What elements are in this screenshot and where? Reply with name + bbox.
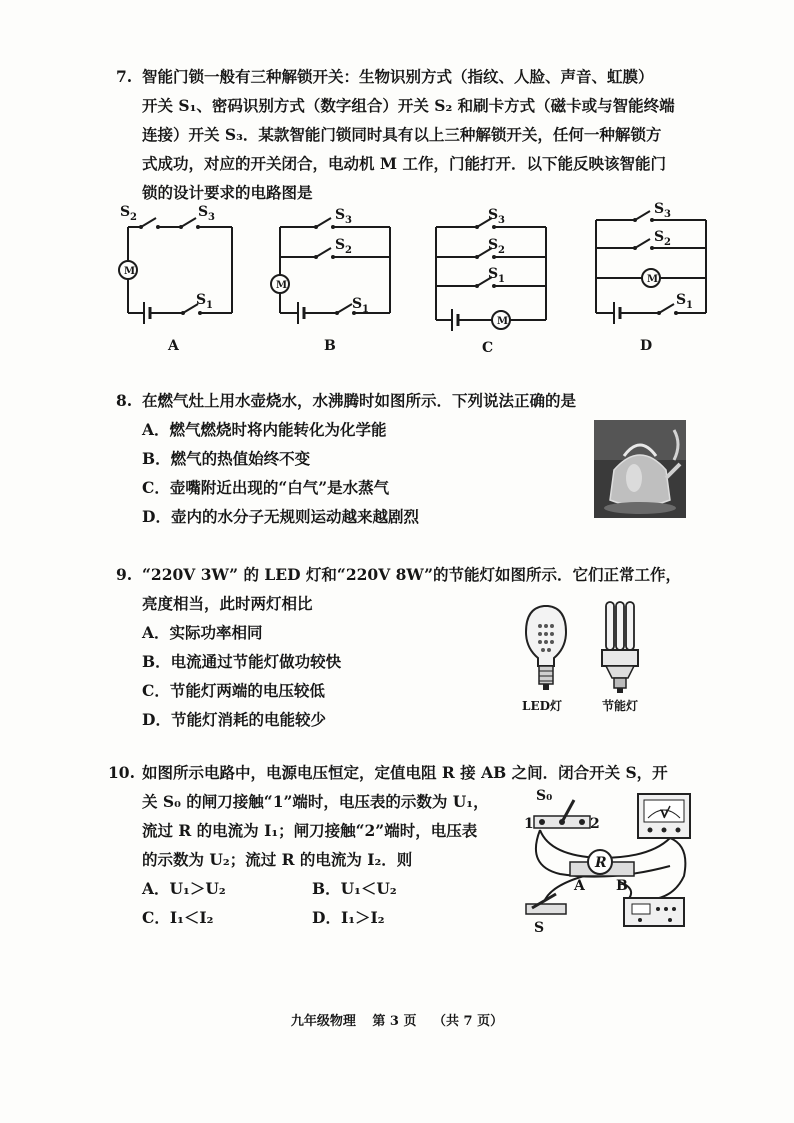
question-number: 8. (116, 391, 133, 410)
q10-option-a: A．U₁＞U₂ (142, 879, 226, 898)
svg-text:S: S (352, 296, 363, 312)
q8-option-d: D．壶内的水分子无规则运动越来越剧烈 (142, 507, 419, 526)
option-label-b: B (324, 338, 336, 354)
q7-line-4: 式成功，对应的开关闭合，电动机 M 工作，门能打开．以下能反映该智能门 (142, 154, 666, 173)
svg-text:3: 3 (664, 209, 671, 220)
switch-label: S (120, 204, 131, 220)
q10-option-b: B．U₁＜U₂ (312, 879, 397, 898)
svg-text:1: 1 (206, 300, 213, 311)
q7-line-5: 锁的设计要求的电路图是 (142, 183, 313, 202)
svg-text:1: 1 (686, 300, 693, 311)
svg-text:M: M (497, 316, 509, 327)
q9-option-b: B．电流通过节能灯做功较快 (142, 652, 342, 671)
svg-text:S: S (196, 292, 207, 308)
q10-circuit-figure (520, 786, 700, 936)
svg-text:M: M (124, 266, 136, 277)
circuit-d (596, 201, 706, 354)
circuit-a (119, 204, 232, 354)
circuit-b (271, 207, 390, 354)
q9-option-c: C．节能灯两端的电压较低 (142, 681, 325, 700)
svg-text:S: S (654, 229, 665, 245)
svg-text:2: 2 (498, 245, 505, 256)
energy-saving-lamp-icon (602, 602, 638, 693)
option-label-d: D (640, 338, 653, 354)
q10-line-1: 如图所示电路中，电源电压恒定，定值电阻 R 接 AB 之间．闭合开关 S，开 (142, 763, 668, 782)
footer-page: 第 3 页 (372, 1014, 417, 1029)
svg-text:S: S (198, 204, 209, 220)
footer-subject: 九年级物理 (290, 1014, 356, 1029)
svg-text:M: M (276, 280, 288, 291)
q8-stem: 在燃气灶上用水壶烧水，水沸腾时如图所示．下列说法正确的是 (142, 391, 577, 410)
saving-lamp-label: 节能灯 (602, 699, 639, 713)
terminal-1-label: 1 (524, 816, 534, 832)
resistor-icon (570, 850, 634, 876)
question-number: 10. (108, 763, 135, 782)
q10-option-c: C．I₁＜I₂ (142, 908, 214, 927)
svg-text:1: 1 (362, 304, 369, 315)
svg-text:S: S (488, 237, 499, 253)
question-number: 9. (116, 565, 133, 584)
option-label-c: C (482, 340, 494, 356)
svg-text:2: 2 (130, 212, 137, 223)
circuit-c (436, 207, 546, 356)
q8-option-b: B．燃气的热值始终不变 (142, 449, 311, 468)
led-lamp-label: LED灯 (522, 699, 562, 713)
q8-option-c: C．壶嘴附近出现的“白气”是水蒸气 (142, 478, 390, 497)
q10-option-d: D．I₁＞I₂ (312, 908, 385, 927)
option-label-a: A (168, 338, 179, 354)
svg-text:M: M (647, 274, 659, 285)
svg-text:2: 2 (345, 245, 352, 256)
q10-line-3: 流过 R 的电流为 I₁；闸刀接触“2”端时，电压表 (142, 821, 478, 840)
circuit-diagrams (110, 200, 693, 360)
question-7 (118, 62, 718, 207)
lamps-figure (514, 598, 674, 718)
footer-total: （共 7 页） (433, 1014, 504, 1029)
svg-text:S: S (488, 207, 499, 223)
question-number: 7. (116, 67, 133, 86)
q7-line-1: 智能门锁一般有三种解锁开关：生物识别方式（指纹、人脸、声音、虹膜） (142, 67, 654, 86)
svg-text:S: S (654, 201, 665, 217)
q9-option-d: D．节能灯消耗的电能较少 (142, 710, 326, 729)
svg-text:S: S (335, 207, 346, 223)
q10-line-4: 的示数为 U₂；流过 R 的电流为 I₂．则 (142, 850, 413, 869)
q7-line-3: 连接）开关 S₃．某款智能门锁同时具有以上三种解锁开关，任何一种解锁方 (142, 125, 662, 144)
q7-line-2: 开关 S₁、密码识别方式（数字组合）开关 S₂ 和刷卡方式（磁卡或与智能终端 (142, 96, 675, 115)
q9-option-a: A．实际功率相同 (142, 623, 263, 642)
switch-s-label: S (534, 920, 545, 936)
s0-label: S₀ (536, 788, 553, 804)
q10-line-2: 关 S₀ 的闸刀接触“1”端时，电压表的示数为 U₁， (142, 792, 489, 811)
svg-text:S: S (335, 237, 346, 253)
power-supply-icon (624, 898, 684, 926)
resistor-r-label: R (595, 855, 607, 871)
q8-option-a: A．燃气燃烧时将内能转化为化学能 (142, 420, 387, 439)
terminal-b-label: B (616, 878, 628, 894)
kettle-photo (594, 420, 686, 518)
q9-line-2: 亮度相当，此时两灯相比 (142, 594, 313, 613)
terminal-2-label: 2 (590, 816, 600, 832)
svg-text:S: S (488, 266, 499, 282)
svg-text:3: 3 (208, 212, 215, 223)
page-footer (0, 1010, 794, 1029)
led-bulb-icon (526, 606, 566, 690)
voltmeter-v-label: V (660, 809, 668, 820)
svg-text:2: 2 (664, 237, 671, 248)
terminal-a-label: A (574, 878, 585, 894)
svg-text:S: S (676, 292, 687, 308)
svg-text:1: 1 (498, 274, 505, 285)
svg-text:3: 3 (498, 215, 505, 226)
voltmeter-icon (638, 794, 690, 838)
q9-line-1: “220V 3W” 的 LED 灯和“220V 8W”的节能灯如图所示．它们正常工作， (142, 565, 682, 584)
svg-text:3: 3 (345, 215, 352, 226)
